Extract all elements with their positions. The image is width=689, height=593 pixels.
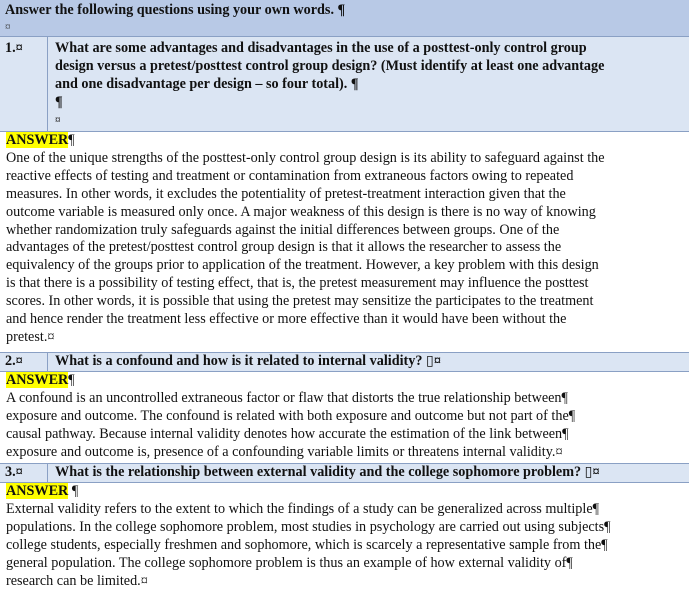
question-number: 2.¤ — [5, 353, 23, 369]
answer-line: reactive effects of testing and treatment or contamination from extraneous factors owing to repeated — [6, 167, 574, 184]
answer-line: and hence render the treatment less effective or more effective than it would have been without the — [6, 311, 567, 328]
answer-line: External validity refers to the extent to which the findings of a study can be generalized across multiple¶ — [6, 500, 600, 517]
paragraph-mark: ¶ — [68, 483, 79, 499]
cell-divider — [47, 464, 48, 482]
answer-line: outcome variable is measured only once. A major weakness of this design is there is no way of knowing — [6, 203, 596, 220]
answer-line: causal pathway. Because internal validity denotes how accurate the estimation of the link between¶ — [6, 425, 569, 442]
answer-line: populations. In the college sophomore problem, most studies in psychology are carried out using subjects¶ — [6, 518, 611, 535]
answer-block-2 — [6, 372, 689, 462]
answer-line: pretest.¤ — [6, 328, 55, 345]
answer-label: ANSWER — [6, 132, 69, 148]
question-text — [55, 40, 685, 130]
question-number: 3.¤ — [5, 464, 23, 480]
question-text: What is a confound and how is it related to internal validity? ▯¤ — [55, 353, 441, 369]
answer-line: research can be limited.¤ — [6, 572, 148, 589]
question-line: design versus a pretest/posttest control group design? (Must identify at least one advantage — [55, 57, 605, 74]
paragraph-mark: ¶ — [68, 372, 75, 388]
answer-line: is that there is a possibility of testing effect, that is, the pretest measurement may influence the posttest — [6, 275, 589, 292]
answer-line: exposure and outcome. The confound is related with both exposure and outcome but not part of the¶ — [6, 407, 576, 424]
question-row-2 — [0, 352, 689, 372]
answer-block-3 — [6, 483, 689, 590]
answer-line: general population. The college sophomore problem is thus an example of how external validity of¶ — [6, 554, 573, 571]
paragraph-mark: ¶ — [68, 132, 75, 148]
answer-line: whether randomization truly safeguards against the initial differences between groups. One of the — [6, 221, 560, 238]
instructions-text: Answer the following questions using your own words. ¶ — [5, 2, 346, 18]
answer-line: exposure and outcome is, presence of a confounding variable limits or threatens internal validity.¤ — [6, 443, 563, 460]
answer-line: scores. In other words, it is possible that using the pretest may sensitize the participates to the treatment — [6, 293, 594, 310]
question-row-1 — [0, 36, 689, 132]
answer-line: measures. In other words, it excludes the potentiality of pretest-treatment interaction given that the — [6, 185, 566, 202]
question-row-3 — [0, 463, 689, 483]
answer-line: college students, especially freshmen and sophomore, which is scarcely a representative sample from the¶ — [6, 536, 608, 553]
answer-line: One of the unique strengths of the posttest-only control group design is its ability to safeguard against the — [6, 149, 605, 166]
answer-line: advantages of the pretest/posttest control group design is that it allows the researcher to assess the — [6, 239, 562, 256]
answer-heading — [6, 372, 689, 390]
answer-block-1 — [6, 132, 689, 347]
cell-divider — [47, 37, 48, 131]
instructions-row — [0, 0, 689, 36]
cell-divider — [47, 353, 48, 371]
question-line: What are some advantages and disadvantages in the use of a posttest-only control group — [55, 40, 587, 56]
answer-label: ANSWER — [6, 483, 69, 499]
answer-line: A confound is an uncontrolled extraneous factor or flaw that distorts the true relationship between¶ — [6, 389, 568, 406]
question-number: 1.¤ — [5, 40, 23, 56]
answer-line: equivalency of the groups prior to application of the treatment. However, a key problem with this design — [6, 257, 599, 274]
question-line: ¶ — [55, 93, 63, 110]
answer-heading — [6, 483, 689, 501]
question-line: and one disadvantage per design – so four total). ¶ — [55, 75, 359, 92]
answer-label: ANSWER — [6, 372, 69, 388]
question-text: What is the relationship between external validity and the college sophomore problem? ▯¤ — [55, 464, 600, 480]
answer-heading — [6, 132, 689, 150]
cell-end-mark: ¤ — [5, 21, 11, 33]
question-line: ¤ — [55, 113, 61, 126]
